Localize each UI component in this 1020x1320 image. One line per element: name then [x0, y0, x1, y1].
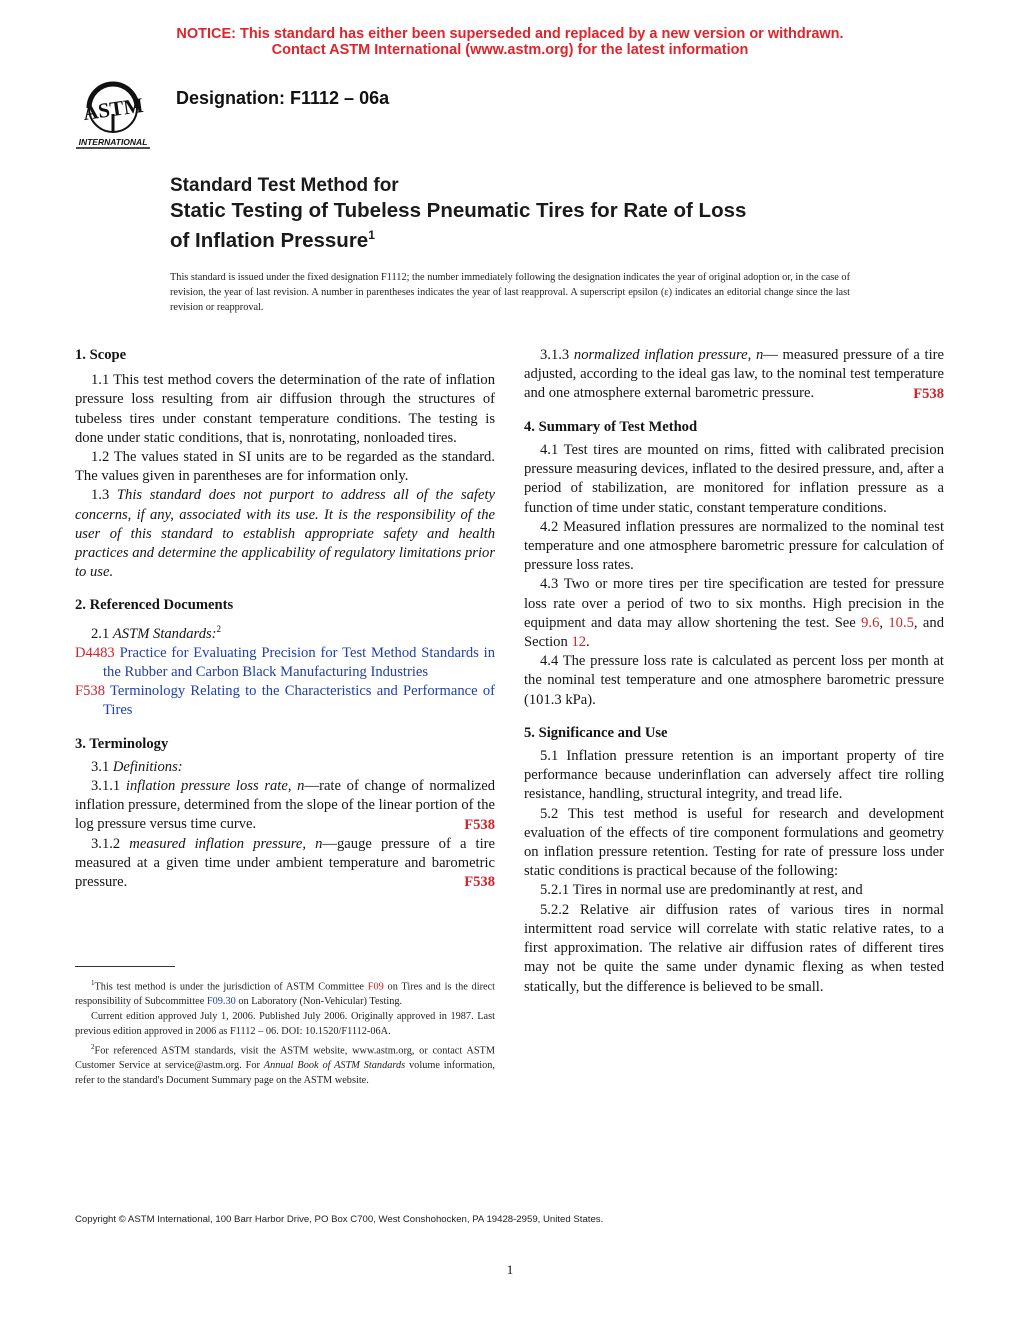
section-3-heading: 3. Terminology: [75, 735, 169, 752]
logo-subtext: INTERNATIONAL: [78, 137, 148, 147]
footnote-2-text-b: volume information, refer to the standard's Document Summary page on the ASTM website.: [75, 1060, 495, 1087]
link-f09-30[interactable]: F09.30: [206, 996, 236, 1008]
right-column: [524, 346, 944, 997]
section-2-heading: 2. Referenced Documents: [75, 597, 234, 614]
title-line-3-text: of Inflation Pressure: [170, 228, 369, 252]
notice-line-2: Contact ASTM International (www.astm.org) for the latest information: [271, 42, 749, 58]
footnotes: [75, 976, 495, 1089]
para-3-1-1-text: —rate of change of normalized inflation pressure, determined from the slope of the linear portion of the log pressure versus time curve.: [75, 777, 496, 833]
ref-f538-title[interactable]: Terminology Relating to the Characteristics and Performance of Tires: [103, 683, 495, 719]
para-5-1: 5.1 Inflation pressure retention is an important property of tire performance because underinflation can adversely affect tire rolling resistance, handling, structural integrity, and tread life.: [524, 748, 944, 803]
section-4-heading: 4. Summary of Test Method: [524, 418, 698, 435]
para-4-3-end: .: [586, 634, 590, 651]
footnote-2-marker: 2: [91, 1043, 95, 1052]
astm-logo: [66, 78, 160, 150]
para-3-1-1-ref[interactable]: F538: [464, 816, 495, 833]
para-1-3-text: This standard does not purport to address all of the safety concerns, if any, associated with its use. It is the responsibility of the user of this standard to establish appropriate safety and health practices and determine the applicability of regulatory limitations prior to use.: [75, 487, 495, 581]
footnote-1-marker: 1: [91, 979, 95, 987]
para-3-1-2-ref[interactable]: F538: [464, 874, 495, 891]
link-9-6[interactable]: 9.6: [861, 614, 880, 631]
footnote-divider: [75, 966, 175, 967]
para-1-3: [75, 486, 495, 582]
para-1-3-num: 1.3: [91, 487, 117, 504]
link-section-12[interactable]: 12: [571, 634, 587, 651]
para-3-1-num: 3.1: [91, 758, 113, 775]
ref-d4483: [75, 644, 495, 682]
notice-line-1: NOTICE: This standard has either been superseded and replaced by a new version or withdrawn.: [176, 26, 844, 42]
para-3-1-3-num: 3.1.3: [540, 347, 574, 363]
para-3-1-1-num: 3.1.1: [91, 777, 126, 794]
para-3-1: [75, 758, 495, 777]
para-2-1-sup: 2: [216, 623, 222, 634]
para-4-3-text: 4.3 Two or more tires per tire specification are tested for pressure loss rate over a period of two to six months. High precision in the equipment and data may allow shortening the test. See: [524, 576, 944, 631]
footnote-1-edition: Current edition approved July 1, 2006. Published July 2006. Originally approved in 1987. Last previous edition approved in 2006 as F1112 – 06. DOI: 10.1520/F1112-06A.: [75, 1011, 495, 1038]
para-3-1-text: Definitions:: [112, 758, 183, 775]
para-5-2: 5.2 This test method is useful for research and development evaluation of the effects of tire component formulations and geometry on inflation pressure retention. Testing for rate of pressure loss under static conditions is practical because of the following:: [524, 805, 944, 880]
footnote-1: [75, 976, 495, 1010]
link-10-5[interactable]: 10.5: [888, 614, 914, 631]
title-line-1: Standard Test Method for: [170, 175, 399, 196]
para-2-1-num: 2.1: [91, 625, 113, 642]
copyright-line: Copyright © ASTM International, 100 Barr Harbor Drive, PO Box C700, West Conshohocken, PA 19428-2959, United States.: [75, 1214, 604, 1225]
link-f09[interactable]: F09: [367, 981, 384, 993]
para-1-2: 1.2 The values stated in SI units are to be regarded as the standard. The values given in parentheses are for information only.: [75, 449, 495, 485]
para-1-1: 1.1 This test method covers the determination of the rate of inflation pressure loss resulting from air diffusion through the structures of tubeless tires under constant temperature conditions. The testing is done under static conditions, that is, nonrotating, nonloaded tires.: [75, 372, 495, 446]
footnote-2: [75, 1040, 495, 1089]
term-normalized-inflation-pressure: normalized inflation pressure, n: [573, 347, 764, 363]
footnote-1-text-b: on Tires and is the direct responsibility of Subcommittee: [75, 981, 495, 1008]
supersede-notice: [0, 26, 1020, 58]
para-4-3: [524, 575, 944, 652]
title-line-3: [170, 223, 746, 253]
para-4-1: 4.1 Test tires are mounted on rims, fitted with calibrated precision pressure measuring devices, inflated to the desired pressure, and, after a period of stabilization, are monitored for inflation pressure as a function of time under static, constant temperature conditions.: [524, 442, 944, 516]
para-5-2-1: 5.2.1 Tires in normal use are predominantly at rest, and: [540, 882, 863, 899]
ref-f538: [75, 682, 495, 720]
para-3-1-2-text: —gauge pressure of a tire measured at a given time under ambient temperature and barometric pressure.: [75, 835, 495, 891]
left-column: [75, 346, 495, 893]
para-2-1-text: ASTM Standards:: [112, 625, 217, 642]
footnote-2-text-a: For referenced ASTM standards, visit the ASTM website, www.astm.org, or contact ASTM Customer Service at service@astm.org. For: [75, 1045, 495, 1072]
document-title: [170, 174, 746, 253]
logo-text: ASTM: [81, 92, 145, 126]
para-4-3-sep-2: , and Section: [524, 614, 944, 651]
page-number: 1: [506, 1262, 514, 1277]
section-5-heading: 5. Significance and Use: [524, 724, 668, 741]
footnote-1-text-c: on Laboratory (Non-Vehicular) Testing.: [235, 996, 403, 1008]
title-footnote-marker[interactable]: 1: [368, 228, 375, 242]
para-2-1: [75, 620, 495, 644]
para-4-3-sep-1: ,: [879, 614, 889, 631]
footnote-2-italic: Annual Book of ASTM Standards: [263, 1060, 406, 1072]
title-line-2: Static Testing of Tubeless Pneumatic Tires for Rate of Loss: [170, 199, 747, 222]
para-3-1-3-ref[interactable]: F538: [913, 385, 944, 402]
para-3-1-3-text: — measured pressure of a tire adjusted, according to the ideal gas law, to the nominal test temperature and one atmosphere external barometric pressure.: [524, 347, 944, 402]
ref-d4483-title[interactable]: Practice for Evaluating Precision for Test Method Standards in the Rubber and Carbon Black Manufacturing Industries: [103, 644, 495, 680]
issuance-note: This standard is issued under the fixed designation F1112; the number immediately following the designation indicates the year of original adoption or, in the case of revision, the year of last revision. A number in parentheses indicates the year of last reapproval. A superscript epsilon (ε) indicates an editorial change since the last revision or reapproval.: [170, 272, 850, 314]
designation: Designation: F1112 – 06a: [176, 88, 390, 108]
footnote-1-text-a: This test method is under the jurisdiction of ASTM Committee: [94, 981, 368, 993]
ref-f538-link[interactable]: F538: [75, 683, 106, 700]
ref-d4483-link[interactable]: D4483: [75, 644, 115, 661]
para-5-2-2: 5.2.2 Relative air diffusion rates of various tires in normal intermittent road service will correlate with static relative rates, to a first approximation. The relative air diffusion rates of different tires may not be quite the same under dynamic flexing as when tested statically, but the difference is believed to be small.: [524, 901, 944, 995]
para-4-2: 4.2 Measured inflation pressures are normalized to the nominal test temperature and one atmosphere barometric pressure for calculation of pressure loss rates.: [524, 518, 944, 574]
para-3-1-2-num: 3.1.2: [91, 835, 130, 852]
term-inflation-pressure-loss-rate: inflation pressure loss rate, n: [125, 777, 305, 794]
para-4-4: 4.4 The pressure loss rate is calculated as percent loss per month at the nominal test temperature and one atmosphere barometric pressure (101.3 kPa).: [524, 653, 944, 708]
term-measured-inflation-pressure: measured inflation pressure, n: [129, 835, 323, 852]
section-1-heading: 1. Scope: [75, 347, 127, 363]
